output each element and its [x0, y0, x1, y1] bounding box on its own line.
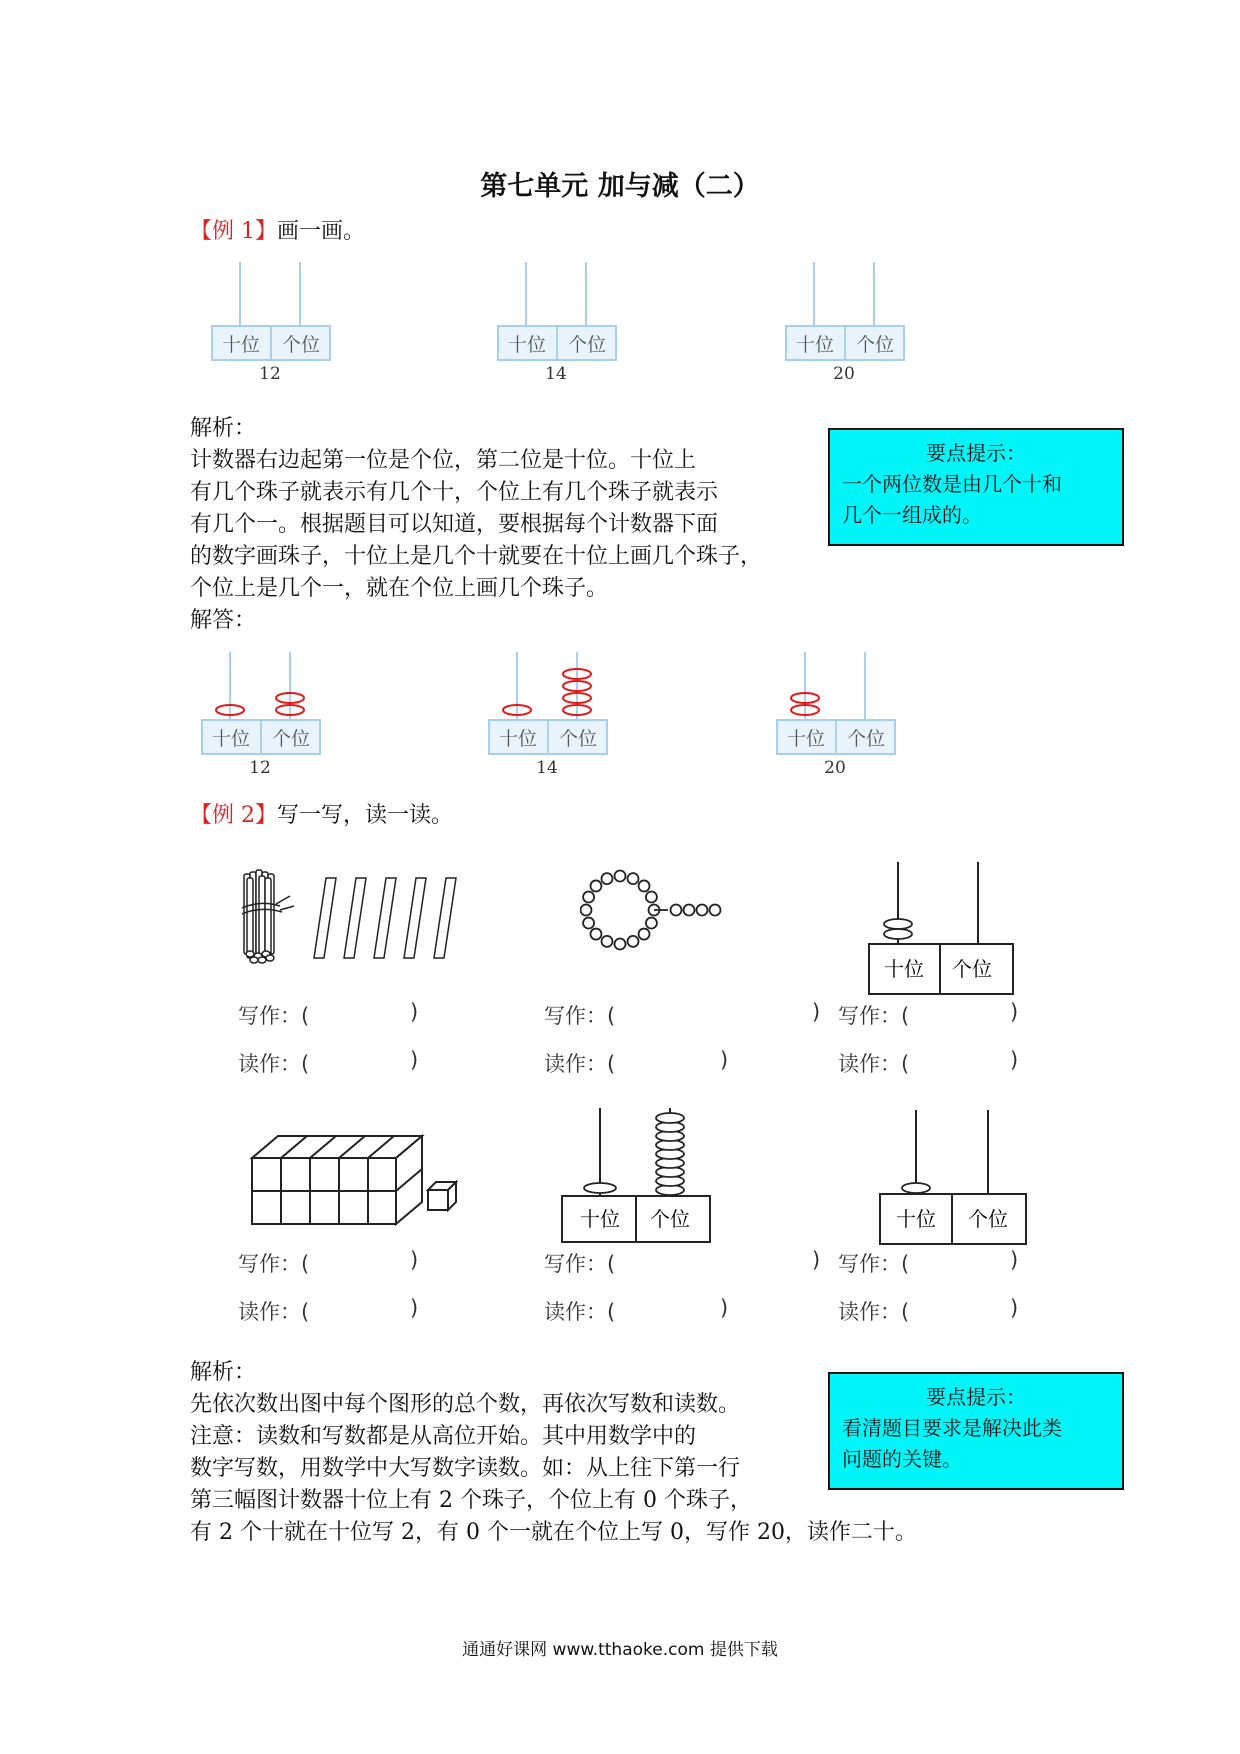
- tip-line: 看清题目要求是解决此类: [842, 1416, 1062, 1440]
- answer-number-14: 14: [536, 758, 558, 778]
- close-paren: ): [720, 1048, 729, 1072]
- counter-number-12: 12: [259, 364, 281, 384]
- write-row-blank[interactable]: 写作：(: [838, 1004, 910, 1028]
- example1-answer-counters: [190, 652, 930, 762]
- sticks-picture: [230, 860, 470, 970]
- necklace-bead: [601, 873, 612, 884]
- tens-label: 十位: [896, 1207, 936, 1231]
- analysis-line: 注意：读数和写数都是从高位开始。其中用数学中的: [190, 1424, 697, 1449]
- ones-label: 个位: [567, 334, 607, 356]
- tip-line: 一个两位数是由几个十和: [842, 472, 1062, 496]
- example1-answer-label: 解答：: [190, 608, 257, 633]
- footer-text: 通通好课网 www.tthaoke.com 提供下载: [462, 1640, 778, 1660]
- counter: [212, 262, 330, 360]
- example2-prompt: 写一写，读一读。: [277, 803, 454, 828]
- counter: [202, 652, 320, 754]
- close-paren: ): [410, 1000, 419, 1024]
- read-row-blank[interactable]: 读作：(: [838, 1052, 910, 1076]
- necklace-bead: [615, 939, 626, 950]
- necklace-bead: [581, 905, 592, 916]
- necklace-bead: [639, 929, 650, 940]
- tip-box-2: [828, 1372, 1124, 1490]
- write-row-blank[interactable]: 写作：(: [544, 1004, 616, 1028]
- example1-tag: 【例 1】: [190, 219, 277, 244]
- analysis-line: 计数器右边起第一位是个位，第二位是十位。十位上: [190, 448, 697, 473]
- tens-label: 十位: [884, 957, 924, 981]
- analysis-line: 有几个珠子就表示有几个十，个位上有几个珠子就表示: [190, 480, 719, 505]
- bead-necklace-picture: [580, 860, 730, 960]
- ones-bead: [656, 1113, 684, 1123]
- counter: [786, 262, 904, 360]
- counter-number-20: 20: [833, 364, 855, 384]
- example1-prompt: 画一画。: [277, 219, 366, 244]
- close-paren: ): [1010, 1000, 1019, 1024]
- read-row-blank[interactable]: 读作：(: [238, 1052, 310, 1076]
- close-paren: ): [410, 1296, 419, 1320]
- analysis-line: 的数字画珠子，十位上是几个十就要在十位上画几个珠子，: [190, 544, 763, 569]
- tip-title: 要点提示：: [926, 1385, 1026, 1409]
- ones-label: 个位: [650, 1207, 690, 1231]
- write-row-blank[interactable]: 写作：(: [838, 1252, 910, 1276]
- read-row-blank[interactable]: 读作：(: [544, 1300, 616, 1324]
- necklace-bead: [628, 873, 639, 884]
- example1-analysis-label: 解析：: [190, 416, 257, 441]
- counter-10-picture: [878, 1108, 1032, 1248]
- analysis-line: 有 2 个十就在十位写 2，有 0 个一就在个位上写 0，写作 20，读作二十。: [190, 1520, 917, 1545]
- counter: [489, 652, 607, 754]
- tens-label: 十位: [580, 1207, 620, 1231]
- example2-heading: [190, 800, 453, 832]
- example2-analysis-label: 解析：: [190, 1360, 257, 1385]
- read-row-blank[interactable]: 读作：(: [838, 1300, 910, 1324]
- necklace-bead: [646, 918, 657, 929]
- close-paren: ): [1010, 1248, 1019, 1272]
- necklace-bead: [601, 936, 612, 947]
- analysis-line: 有几个一。根据题目可以知道，要根据每个计数器下面: [190, 512, 719, 537]
- tip-line: 问题的关键。: [842, 1447, 962, 1471]
- necklace-bead: [646, 891, 657, 902]
- tens-label: 十位: [498, 728, 538, 750]
- example2-analysis-text: [190, 1389, 917, 1549]
- example1-analysis-text: [190, 445, 762, 605]
- necklace-bead: [583, 891, 594, 902]
- analysis-line: 数字写数，用数学中大写数字读数。如：从上往下第一行: [190, 1456, 741, 1481]
- read-row-blank[interactable]: 读作：(: [544, 1052, 616, 1076]
- close-paren: ): [410, 1248, 419, 1272]
- example2-tag: 【例 2】: [190, 803, 277, 828]
- necklace-bead: [590, 880, 601, 891]
- ones-label: 个位: [558, 728, 598, 750]
- analysis-line: 个位上是几个一，就在个位上画几个珠子。: [190, 576, 609, 601]
- tip-box-1: [828, 428, 1124, 546]
- ones-label: 个位: [952, 957, 992, 981]
- necklace-bead: [615, 871, 626, 882]
- write-row-blank[interactable]: 写作：(: [238, 1004, 310, 1028]
- counter-19-picture: [560, 1108, 714, 1244]
- answer-number-20: 20: [824, 758, 846, 778]
- ones-label: 个位: [855, 334, 895, 356]
- analysis-line: 先依次数出图中每个图形的总个数，再依次写数和读数。: [190, 1392, 741, 1417]
- write-row-blank[interactable]: 写作：(: [544, 1252, 616, 1276]
- close-paren: ): [812, 1248, 821, 1272]
- necklace-bead: [590, 929, 601, 940]
- necklace-bead: [639, 880, 650, 891]
- necklace-bead: [628, 936, 639, 947]
- answer-number-12: 12: [249, 758, 271, 778]
- close-paren: ): [812, 1000, 821, 1024]
- loose-bead: [684, 905, 695, 916]
- counter: [777, 652, 895, 754]
- analysis-line: 第三幅图计数器十位上有 2 个珠子，个位上有 0 个珠子，: [190, 1488, 752, 1513]
- close-paren: ): [720, 1296, 729, 1320]
- loose-bead: [671, 905, 682, 916]
- ones-label: 个位: [281, 334, 321, 356]
- close-paren: ): [1010, 1296, 1019, 1320]
- cubes-picture: [250, 1130, 460, 1230]
- tens-label: 十位: [507, 334, 547, 356]
- close-paren: ): [410, 1048, 419, 1072]
- ones-label: 个位: [968, 1207, 1008, 1231]
- necklace-bead: [583, 918, 594, 929]
- tip-title: 要点提示：: [926, 441, 1026, 465]
- page-title: 第七单元 加与减（二）: [480, 171, 760, 202]
- read-row-blank[interactable]: 读作：(: [238, 1300, 310, 1324]
- tens-label: 十位: [786, 728, 826, 750]
- ones-label: 个位: [271, 728, 311, 750]
- tens-label: 十位: [211, 728, 251, 750]
- counter-number-14: 14: [545, 364, 567, 384]
- tens-label: 十位: [795, 334, 835, 356]
- close-paren: ): [1010, 1048, 1019, 1072]
- tens-label: 十位: [221, 334, 261, 356]
- tip-line: 几个一组成的。: [842, 503, 982, 527]
- write-row-blank[interactable]: 写作：(: [238, 1252, 310, 1276]
- counter-20-picture: [868, 862, 1018, 996]
- counter: [498, 262, 616, 360]
- ones-label: 个位: [846, 728, 886, 750]
- example1-heading: [190, 216, 365, 248]
- loose-bead: [697, 905, 708, 916]
- loose-bead: [710, 905, 721, 916]
